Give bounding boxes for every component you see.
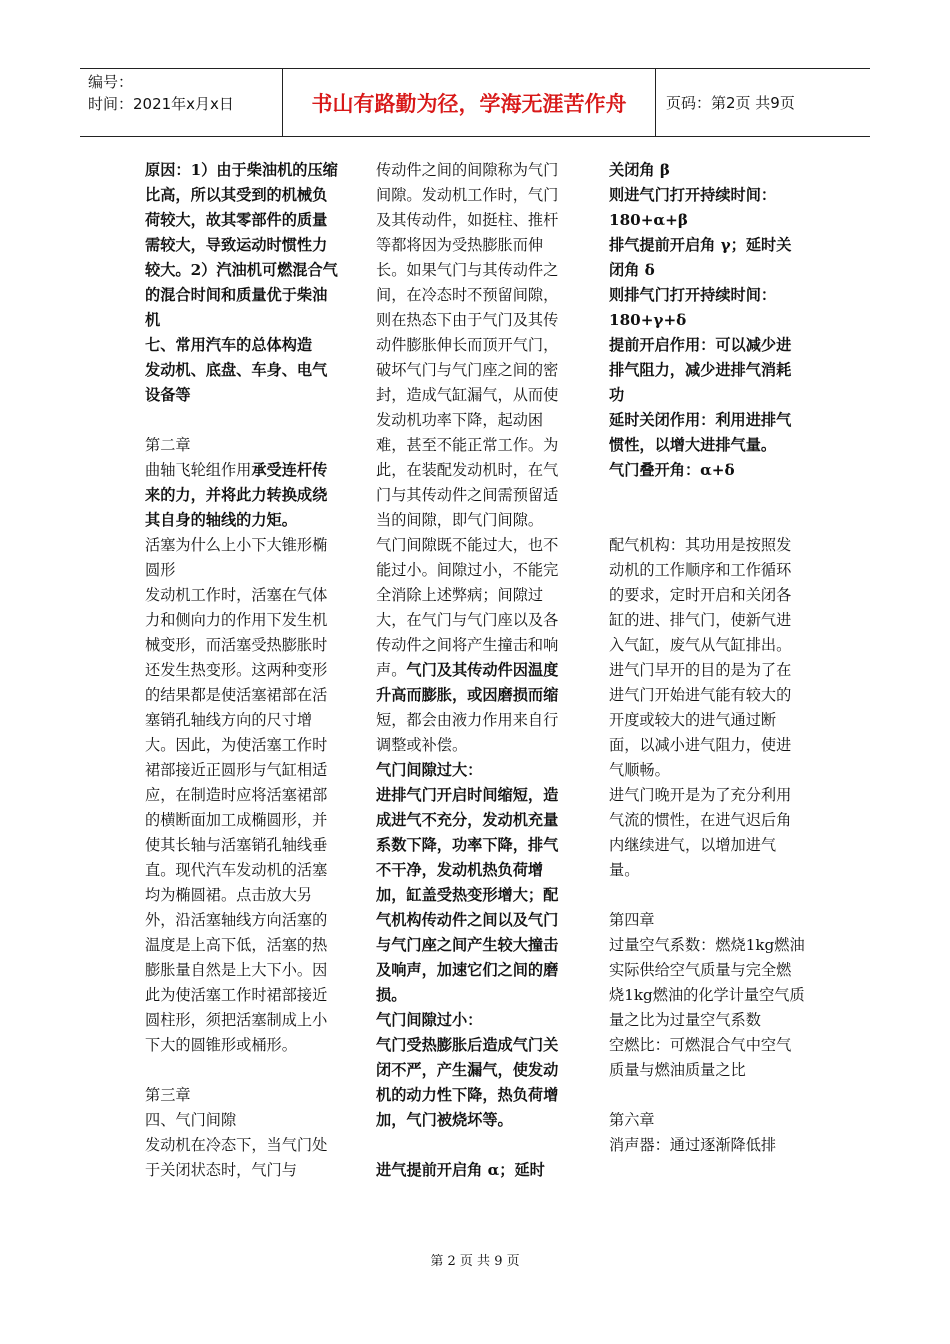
text-column-1	[145, 158, 341, 1183]
paragraph: 过量空气系数：燃烧1kg燃油实际供给空气质量与完全燃烧1kg燃油的化学计量空气质量之比为过量空气系数	[609, 936, 805, 1029]
document-time-label: 时间：2021年x月x日	[88, 95, 234, 113]
paragraph-spacer	[609, 883, 805, 908]
paragraph: 则排气门打开持续时间：	[609, 286, 777, 304]
paragraph: 气门叠开角：α+δ	[609, 461, 735, 479]
paragraph-spacer	[145, 1058, 341, 1083]
paragraph: 180+α+β	[609, 211, 688, 229]
paragraph: 进气提前开启角 α；延时	[376, 1161, 545, 1179]
paragraph-spacer	[609, 1083, 805, 1108]
paragraph: 配气机构：其功用是按照发动机的工作顺序和工作循环的要求，定时开启和关闭各缸的进、排气门，使新气进入气缸，废气从气缸排出。	[609, 536, 792, 654]
header-motto: 书山有路勤为径，学海无涯苦作舟	[283, 69, 656, 136]
paragraph: 气门受热膨胀后造成气门关闭不严，产生漏气，使发动机的动力性下降，热负荷增加，气门被烧坏等。	[376, 1036, 559, 1129]
paragraph: 进排气门开启时间缩短，造成进气不充分，发动机充量系数下降，功率下降，排气不干净，发动机热负荷增加，缸盖受热变形增大；配气机构传动件之间以及气门与气门座之间产生较大撞击及响声，加速它们之间的磨损。	[376, 786, 559, 1004]
paragraph: 则进气门打开持续时间：	[609, 186, 777, 204]
header-page-number: 页码：第2页 共9页	[666, 94, 795, 112]
text-run: 短，都会由液力作用来自行调整或补偿。	[376, 711, 559, 754]
paragraph: 发动机在冷态下，当气门处于关闭状态时，气门与	[145, 1136, 328, 1179]
paragraph: 四、气门间隙	[145, 1111, 237, 1129]
text-run: 气门间隙既不能过大，也不能过小。间隙过小，不能完全消除上述弊病；间隙过大，在气门与气门座以及各传动件之间将产生撞击和响声。	[376, 536, 559, 679]
paragraph: 第四章	[609, 911, 655, 929]
text-run: 承受连杆传来的力，并将此力转换成绕其自身的轴线的力矩。	[145, 461, 328, 529]
paragraph	[145, 458, 341, 533]
paragraph: 第三章	[145, 1086, 191, 1104]
paragraph: 关闭角 β	[609, 161, 670, 179]
paragraph: 活塞为什么上小下大锥形椭圆形	[145, 536, 328, 579]
paragraph-spacer	[145, 408, 341, 433]
paragraph: 空燃比：可燃混合气中空气质量与燃油质量之比	[609, 1036, 792, 1079]
text-column-3	[609, 158, 805, 1158]
paragraph: 第六章	[609, 1111, 655, 1129]
paragraph: 消声器：通过逐渐降低排	[609, 1136, 777, 1154]
header-meta	[80, 69, 283, 136]
paragraph-spacer	[609, 483, 805, 508]
page-header	[80, 68, 870, 137]
paragraph: 排气提前开启角 γ；延时关闭角 δ	[609, 236, 792, 279]
paragraph: 功	[609, 386, 625, 404]
paragraph: 延时关闭作用：利用进排气惯性，以增大进排气量。	[609, 411, 792, 454]
paragraph: 气门间隙过大：	[376, 761, 483, 779]
paragraph: 提前开启作用：可以减少进排气阻力，减少进排气消耗	[609, 336, 792, 379]
paragraph: 气门间隙过小：	[376, 1011, 483, 1029]
paragraph: 第二章	[145, 436, 191, 454]
paragraph	[376, 533, 572, 758]
paragraph: 发动机工作时，活塞在气体力和侧向力的作用下发生机械变形，而活塞受热膨胀时还发生热变形。这两种变形的结果都是使活塞裙部在活塞销孔轴线方向的尺寸增大。因此，为使活塞工作时裙部接近正圆形与气缸相适应，在制造时应将活塞裙部的横断面加工成椭圆形，并使其长轴与活塞销孔轴线垂直。现代汽车发动机的活塞均为椭圆裙。点击放大另外，沿活塞轴线方向活塞的温度是上高下低，活塞的热膨胀量自然是上大下小。因此为使活塞工作时裙部接近圆柱形，须把活塞制成上小下大的圆锥形或桶形。	[145, 586, 328, 1054]
paragraph: 原因：1）由于柴油机的压缩比高，所以其受到的机械负荷较大，故其零部件的质量需较大，导致运动时惯性力较大。2）汽油机可燃混合气的混合时间和质量优于柴油机	[145, 161, 338, 329]
text-column-2	[376, 158, 572, 1183]
paragraph: 进气门早开的目的是为了在进气门开始进气能有较大的开度或较大的进气通过断面，以减小进气阻力，使进气顺畅。	[609, 661, 792, 779]
paragraph: 进气门晚开是为了充分利用气流的惯性，在进气迟后角内继续进气，以增加进气量。	[609, 786, 792, 879]
paragraph: 发动机、底盘、车身、电气设备等	[145, 361, 328, 404]
page-footer: 第 2 页 共 9 页	[430, 1254, 520, 1269]
paragraph: 传动件之间的间隙称为气门间隙。发动机工作时，气门及其传动件，如挺柱、推杆等都将因为受热膨胀而伸长。如果气门与其传动件之间，在冷态时不预留间隙，则在热态下由于气门及其传动件膨胀伸长而顶开气门，破坏气门与气门座之间的密封，造成气缸漏气，从而使发动机功率下降，起动困难，甚至不能正常工作。为此，在装配发动机时，在气门与其传动件之间需预留适当的间隙，即气门间隙。	[376, 161, 559, 529]
text-run: 气门及其传动件因温度升高而膨胀，或因磨损而缩	[376, 661, 559, 704]
paragraph: 180+γ+δ	[609, 311, 687, 329]
text-run: 曲轴飞轮组作用	[145, 461, 252, 479]
paragraph-spacer	[376, 1133, 572, 1158]
paragraph: 七、常用汽车的总体构造	[145, 336, 313, 354]
document-number-label: 编号：	[88, 73, 134, 91]
paragraph-spacer	[609, 508, 805, 533]
